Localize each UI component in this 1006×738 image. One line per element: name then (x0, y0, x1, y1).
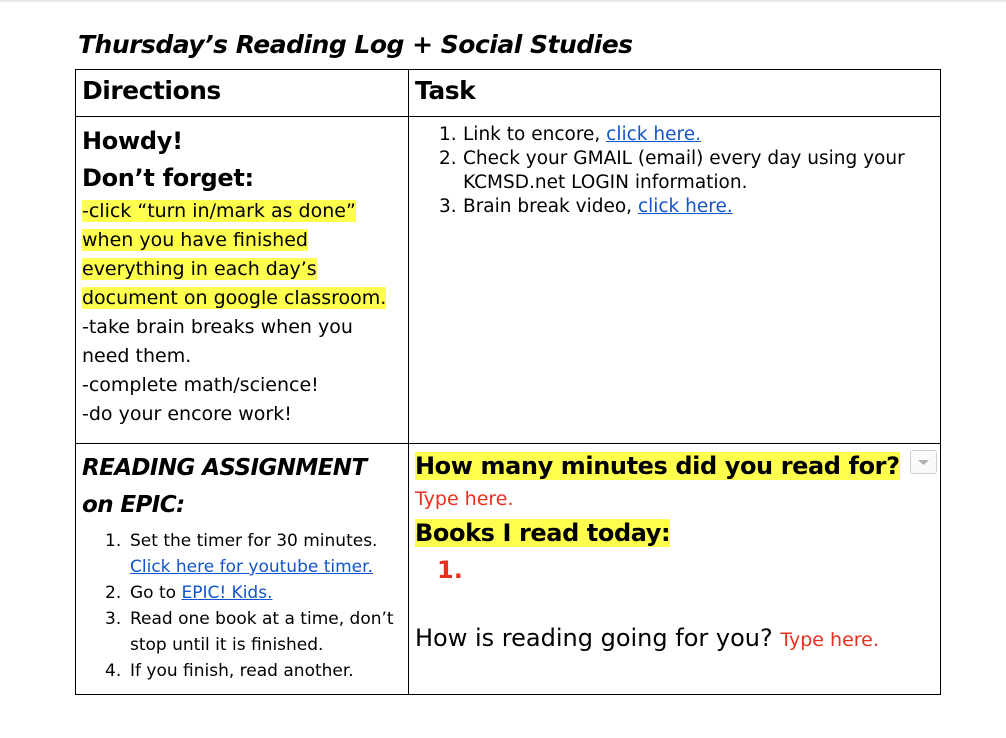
reminder-heading: Don’t forget: (82, 164, 254, 192)
task-number: 2. (439, 148, 457, 169)
assignment-title (76, 444, 408, 524)
epic-kids-link[interactable]: EPIC! Kids. (181, 583, 273, 603)
task-text: Check your GMAIL (email) every day using your KCMSD.net LOGIN information. (463, 148, 905, 193)
step-number: 3. (105, 609, 122, 629)
step-text: Set the timer for 30 minutes. (130, 531, 378, 551)
minutes-question-text: How many minutes did you read for? (415, 452, 900, 480)
document-title: Thursday’s Reading Log + Social Studies (78, 30, 633, 59)
reminder-encore: -do your encore work! (82, 403, 292, 425)
directions-header-cell (76, 70, 409, 117)
assignment-step (105, 606, 408, 658)
task-item (439, 195, 940, 219)
assignment-title-line-2: on EPIC: (82, 492, 185, 518)
highlight-line-4: document on google classroom. (82, 287, 387, 309)
highlighted-reminder (82, 197, 408, 313)
directions-header: Directions (82, 76, 221, 105)
task-item (439, 147, 940, 195)
reading-log-table (75, 69, 941, 695)
directions-row (76, 117, 941, 444)
reminder-brain-breaks: -take brain breaks when you need them. (82, 316, 353, 367)
assignment-title-line-1: READING ASSIGNMENT (82, 455, 367, 481)
task-header-cell (409, 70, 941, 117)
books-heading (415, 516, 940, 550)
minutes-answer-field[interactable]: Type here. (415, 488, 514, 510)
brain-break-link[interactable]: click here. (637, 196, 733, 217)
assignment-step (105, 658, 408, 684)
task-header: Task (415, 76, 476, 105)
reading-log-cell (409, 444, 941, 695)
task-cell (409, 117, 941, 444)
chevron-down-icon[interactable] (910, 450, 937, 474)
task-item (439, 123, 940, 147)
step-text: Read one book at a time, don’t stop until it is finished. (130, 609, 394, 655)
books-heading-text: Books I read today: (415, 519, 671, 547)
task-text: Brain break video, (463, 196, 638, 217)
directions-cell (76, 117, 409, 444)
highlight-line-3: everything in each day’s (82, 258, 317, 280)
assignment-cell (76, 444, 409, 695)
step-number: 1. (105, 531, 122, 551)
header-row (76, 70, 941, 117)
reading-going-text: How is reading going for you? (415, 624, 781, 652)
encore-link[interactable]: click here. (606, 124, 701, 145)
reading-going-question (415, 622, 940, 656)
top-divider (0, 0, 1006, 2)
book-entry-1[interactable]: 1. (437, 556, 463, 584)
assignment-steps (76, 524, 408, 684)
highlight-line-1: -click “turn in/mark as done” (82, 200, 356, 222)
assignment-step (105, 580, 408, 606)
step-text: Go to (130, 583, 182, 603)
reading-going-answer-field[interactable]: Type here. (780, 629, 879, 651)
step-number: 4. (105, 661, 122, 681)
task-list (409, 117, 940, 219)
reminder-math-science: -complete math/science! (82, 374, 319, 396)
task-text: Link to encore, (463, 124, 607, 145)
assignment-row (76, 444, 941, 695)
step-text: If you finish, read another. (130, 661, 354, 681)
minutes-question (415, 450, 940, 483)
task-number: 3. (439, 196, 457, 217)
greeting: Howdy! (82, 127, 183, 155)
step-number: 2. (105, 583, 122, 603)
task-number: 1. (439, 124, 457, 145)
assignment-step (105, 528, 408, 580)
youtube-timer-link[interactable]: Click here for youtube timer. (130, 557, 373, 577)
highlight-line-2: when you have finished (82, 229, 308, 251)
